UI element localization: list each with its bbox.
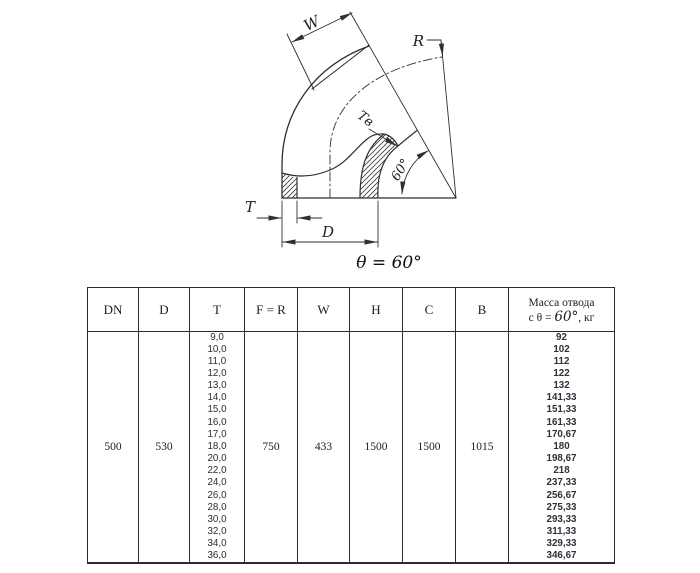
header-t: T — [189, 288, 244, 332]
value-d: 530 — [138, 332, 189, 562]
value-h: 1500 — [349, 332, 402, 562]
header-b: B — [455, 288, 508, 332]
header-mass-line1: Масса отвода — [528, 296, 595, 309]
header-c: C — [402, 288, 455, 332]
header-f-r: F = R — [244, 288, 297, 332]
w-label: W — [300, 12, 323, 35]
r-label: R — [412, 32, 424, 50]
figure-caption: θ = 60° — [356, 253, 422, 273]
header-dn: DN — [88, 288, 138, 332]
header-h: H — [349, 288, 402, 332]
value-w: 433 — [297, 332, 349, 562]
w-extension-line — [287, 34, 314, 90]
t-values-column: 9,0 10,0 11,0 12,0 13,0 14,0 15,0 16,0 17,0 18,0 20,0 22,0 24,0 26,0 28,0 30,0 32,0 34,0 36,0 — [189, 332, 244, 562]
r-radius-line — [441, 40, 456, 198]
header-mass — [508, 288, 614, 332]
value-f-r: 750 — [244, 332, 297, 562]
tv-label: Tв — [354, 108, 377, 131]
header-w: W — [297, 288, 349, 332]
weld-chord — [312, 45, 369, 89]
value-dn: 500 — [104, 441, 122, 453]
header-mass-line2: с θ = 60°, кг — [528, 308, 595, 325]
near-wall-section — [282, 173, 297, 199]
dimensions-table — [87, 287, 615, 564]
value-c: 1500 — [402, 332, 455, 562]
header-d: D — [138, 288, 189, 332]
t-label: T — [244, 198, 256, 216]
elbow-drawing — [0, 0, 700, 282]
value-b: 1015 — [455, 332, 508, 562]
centerline-arc — [330, 57, 442, 198]
mass-values-column: 92 102 112 122 132 141,33 151,33 161,33 170,67 180 198,67 218 237,33 256,67 275,33 293,33 311,33 329,33 346,67 — [508, 332, 614, 562]
angle-label: 60° — [388, 156, 414, 184]
d-label: D — [321, 223, 335, 241]
